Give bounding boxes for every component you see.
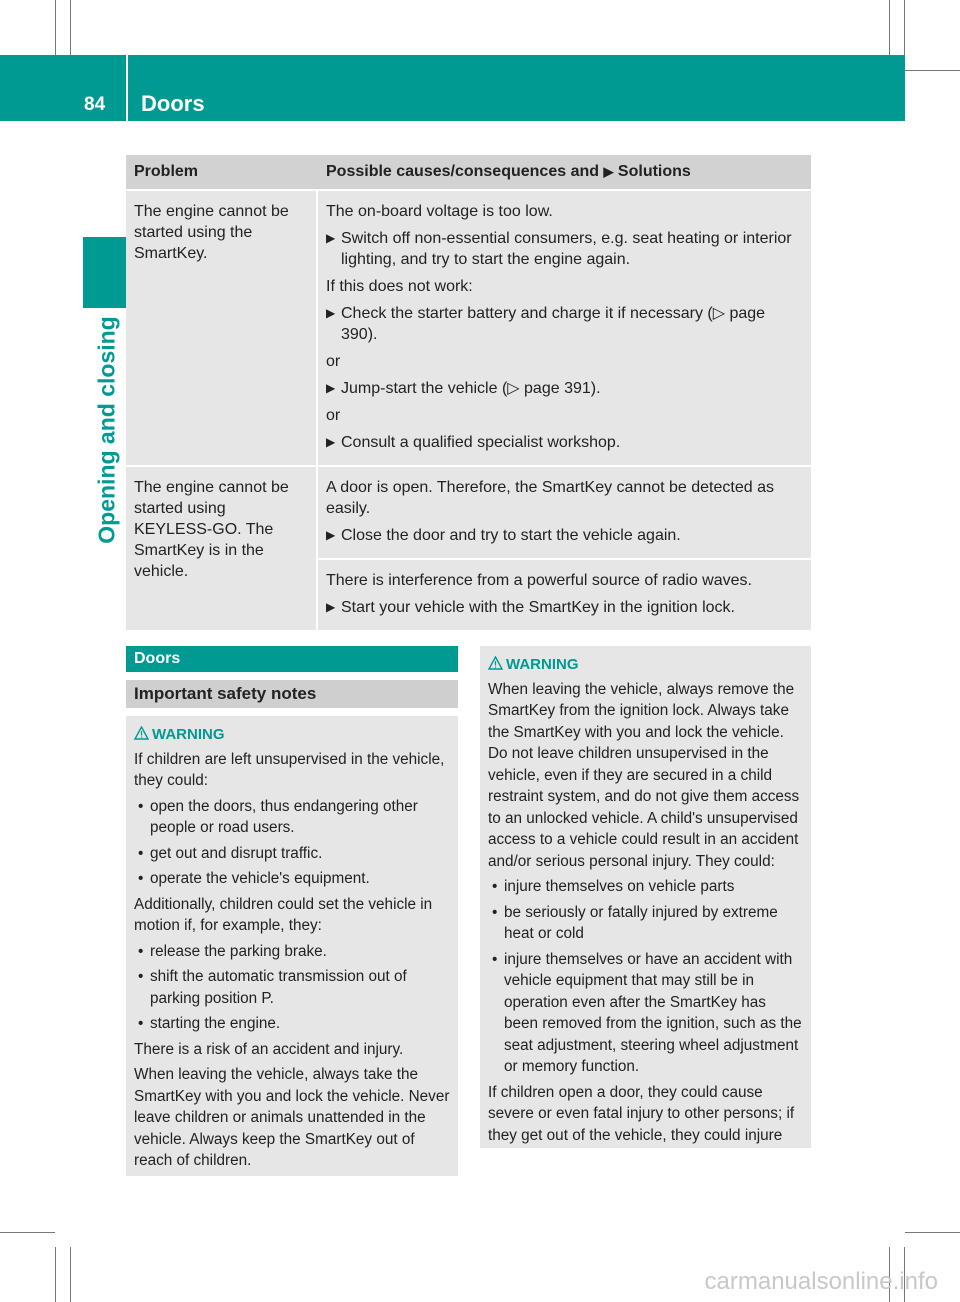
step-arrow-icon: ▶ <box>326 306 336 320</box>
crop-mark <box>905 70 960 71</box>
subsection-heading: Important safety notes <box>126 680 458 708</box>
crop-mark <box>0 1232 55 1233</box>
list-item: • injure themselves on vehicle parts <box>492 878 735 895</box>
column-header-causes: Possible causes/consequences and <box>326 163 600 180</box>
cause-text: A door is open. Therefore, the SmartKey cannot be detected as easily. <box>326 479 774 517</box>
problem-cell: The engine cannot be started using the SmartKey. <box>126 189 318 465</box>
crop-mark <box>889 0 890 55</box>
step-arrow-icon: ▶ <box>326 528 336 542</box>
solution-step: ▶ Switch off non-essential consumers, e.g. seat heating or interior lighting, and try to start the engine again. <box>326 230 792 268</box>
warning-heading: WARNING <box>488 654 803 676</box>
crop-mark <box>55 0 56 55</box>
table-header-row <box>126 155 811 189</box>
warning-text: When leaving the vehicle, always take the SmartKey with you and lock the vehicle. Never leave children or animals unattended in the vehicle. Always keep the SmartKey out of reach of children. <box>134 1066 450 1169</box>
warning-box-right <box>480 646 811 1148</box>
warning-triangle-icon <box>488 655 503 677</box>
step-arrow-icon: ▶ <box>326 435 336 449</box>
solution-step: ▶ Jump-start the vehicle (▷ page 391). <box>326 380 601 397</box>
solution-step: ▶ Check the starter battery and charge it if necessary (▷ page 390). <box>326 305 766 343</box>
list-item: • shift the automatic transmission out of parking position P. <box>138 968 407 1007</box>
list-item: • injure themselves or have an accident with vehicle equipment that may still be in operation even after the SmartKey has been removed from the ignition, such as the seat adjustment, steering wheel adjustment or memory function. <box>492 950 802 1075</box>
list-item: • release the parking brake. <box>138 942 327 960</box>
info-text: If this does not work: <box>326 278 473 295</box>
column-header-solutions-label: Solutions <box>617 163 691 180</box>
warning-text: When leaving the vehicle, always remove the SmartKey from the ignition lock. Always take the SmartKey with you and lock the vehicle. Do not leave children unsupervised in the vehicle, even if they are secured in a child restraint system, and do not give them access to an unlocked vehicle. A child's unsupervised access to a vehicle could result in an accident and/or serious personal injury. They could: <box>488 680 800 870</box>
cause-text: The on-board voltage is too low. <box>326 203 553 220</box>
watermark: carmanualsonline.info <box>704 1268 938 1295</box>
list-item: • starting the engine. <box>138 1015 281 1032</box>
crop-mark <box>904 0 905 55</box>
list-item: • operate the vehicle's equipment. <box>138 870 370 887</box>
arrow-icon: ▶ <box>603 164 614 179</box>
warning-text: If children open a door, they could cause severe or even fatal injury to other persons; if they get out of the vehicle, they could injure <box>488 1083 795 1144</box>
warning-text: There is a risk of an accident and injury. <box>134 1040 404 1058</box>
solution-step: ▶ Start your vehicle with the SmartKey in the ignition lock. <box>326 599 735 616</box>
warning-triangle-icon <box>134 725 149 747</box>
warning-heading: WARNING <box>134 724 450 746</box>
warning-box-left <box>126 716 458 1176</box>
chapter-label: Opening and closing <box>93 316 120 544</box>
header-bar <box>0 55 905 121</box>
troubleshooting-table <box>126 155 811 630</box>
crop-mark <box>70 0 71 55</box>
solution-cell <box>318 558 811 630</box>
step-arrow-icon: ▶ <box>326 381 336 395</box>
column-header-solutions <box>318 155 811 189</box>
step-arrow-icon: ▶ <box>326 231 336 245</box>
cause-text: There is interference from a powerful source of radio waves. <box>326 572 752 589</box>
table-row <box>126 189 811 465</box>
page-number: 84 <box>84 94 106 115</box>
list-item: • open the doors, thus endangering other people or road users. <box>138 797 418 836</box>
or-text: or <box>326 353 341 370</box>
solution-cell <box>318 189 811 465</box>
crop-mark <box>905 1232 960 1233</box>
crop-mark <box>55 1247 56 1302</box>
solution-step: ▶ Consult a qualified specialist workshop. <box>326 434 621 451</box>
column-header-problem: Problem <box>126 155 318 189</box>
list-item: • be seriously or fatally injured by extreme heat or cold <box>492 903 778 942</box>
solution-step: ▶ Close the door and try to start the vehicle again. <box>326 527 681 544</box>
chapter-tab <box>83 237 128 308</box>
warning-text: If children are left unsupervised in the vehicle, they could: <box>134 750 445 789</box>
crop-mark <box>70 1247 71 1302</box>
step-arrow-icon: ▶ <box>326 600 336 614</box>
warning-text: Additionally, children could set the vehicle in motion if, for example, they: <box>134 895 433 934</box>
page-title: Doors <box>141 91 205 116</box>
solution-cell <box>318 465 811 558</box>
or-text: or <box>326 407 341 424</box>
header-divider <box>126 55 128 121</box>
table-row <box>126 465 811 558</box>
problem-cell: The engine cannot be started using KEYLESS-GO. The SmartKey is in the vehicle. <box>126 465 318 630</box>
section-heading: Doors <box>126 646 458 672</box>
list-item: • get out and disrupt traffic. <box>138 844 323 862</box>
